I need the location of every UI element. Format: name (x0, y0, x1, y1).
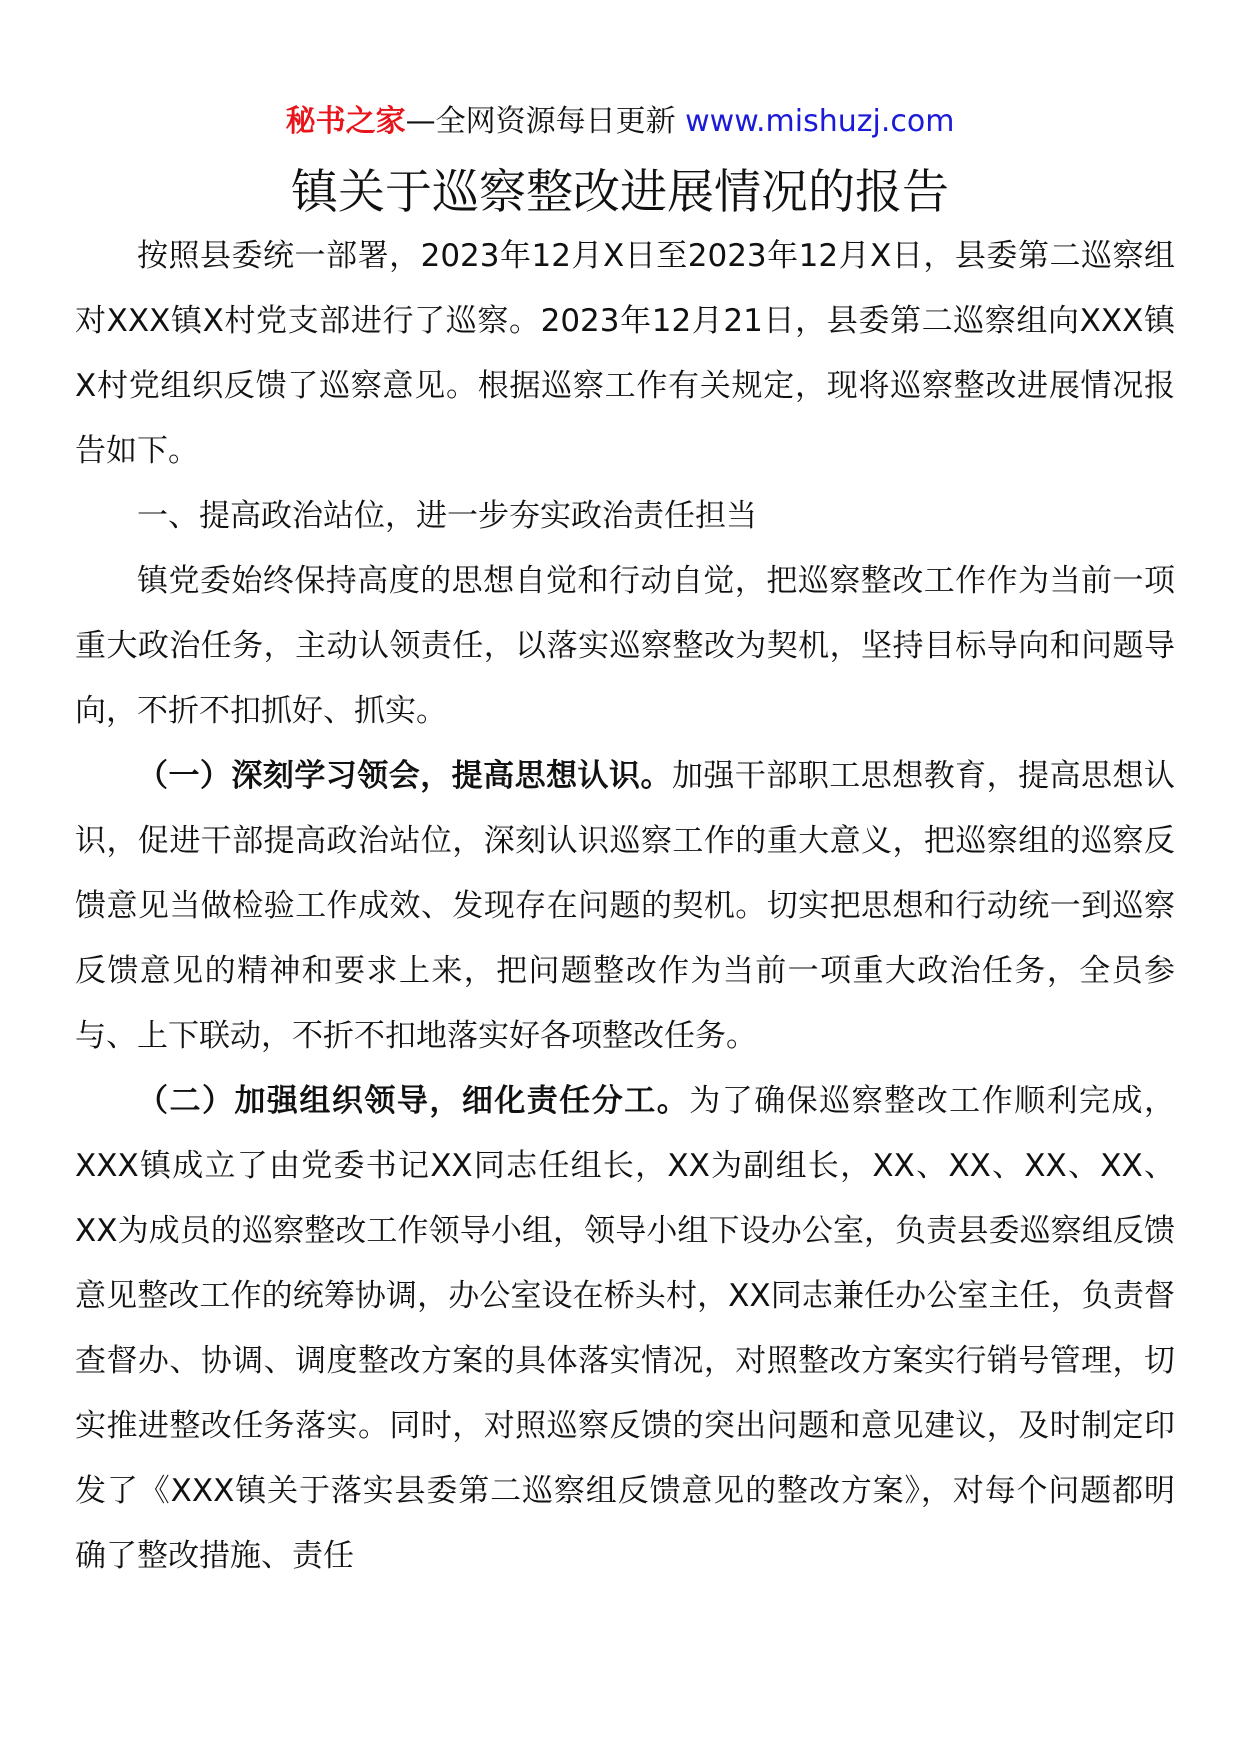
section-paragraph-1: 镇党委始终保持高度的思想自觉和行动自觉，把巡察整改工作作为当前一项重大政治任务，主动认领责任，以落实巡察整改为契机，坚持目标导向和问题导向，不折不扣抓好、抓实。 (75, 563, 1175, 729)
item-paragraph-1 (75, 744, 1175, 1069)
item-lead-2: （二）加强组织领导，细化责任分工。 (137, 1083, 690, 1119)
document-title: 镇关于巡察整改进展情况的报告 (291, 165, 949, 220)
item-paragraph-2 (75, 1069, 1175, 1589)
section-heading-1: 一、提高政治站位，进一步夯实政治责任担当 (137, 498, 757, 534)
header-tagline: —全网资源每日更新 (405, 104, 676, 139)
item-text-1: 加强干部职工思想教育，提高思想认识，促进干部提高政治站位，深刻认识巡察工作的重大意义，把巡察组的巡察反馈意见当做检验工作成效、发现存在问题的契机。切实把思想和行动统一到巡察反馈意见的精神和要求上来，把问题整改作为当前一项重大政治任务，全员参与、上下联动，不折不扣地落实好各项整改任务。 (75, 758, 1175, 1054)
header-banner (0, 98, 1240, 146)
item-text-2: 为了确保巡察整改工作顺利完成，XXX镇成立了由党委书记XX同志任组长，XX为副组长，XX、XX、XX、XX、XX为成员的巡察整改工作领导小组，领导小组下设办公室，负责县委巡察组反馈意见整改工作的统筹协调，办公室设在桥头村，XX同志兼任办公室主任，负责督查督办、协调、调度整改方案的具体落实情况，对照整改方案实行销号管理，切实推进整改任务落实。同时，对照巡察反馈的突出问题和意见建议，及时制定印发了《XXX镇关于落实县委第二巡察组反馈意见的整改方案》，对每个问题都明确了整改措施、责任 (75, 1083, 1176, 1574)
item-lead-1: （一）深刻学习领会，提高思想认识。 (137, 758, 672, 794)
document-body (75, 224, 1175, 1589)
intro-paragraph: 按照县委统一部署，2023年12月X日至2023年12月X日，县委第二巡察组对XXX镇X村党支部进行了巡察。2023年12月21日，县委第二巡察组向XXX镇X村党组织反馈了巡察意见。根据巡察工作有关规定，现将巡察整改进展情况报告如下。 (75, 238, 1175, 469)
site-url-link[interactable]: www.mishuzj.com (685, 104, 955, 139)
brand-name: 秘书之家 (285, 104, 406, 139)
